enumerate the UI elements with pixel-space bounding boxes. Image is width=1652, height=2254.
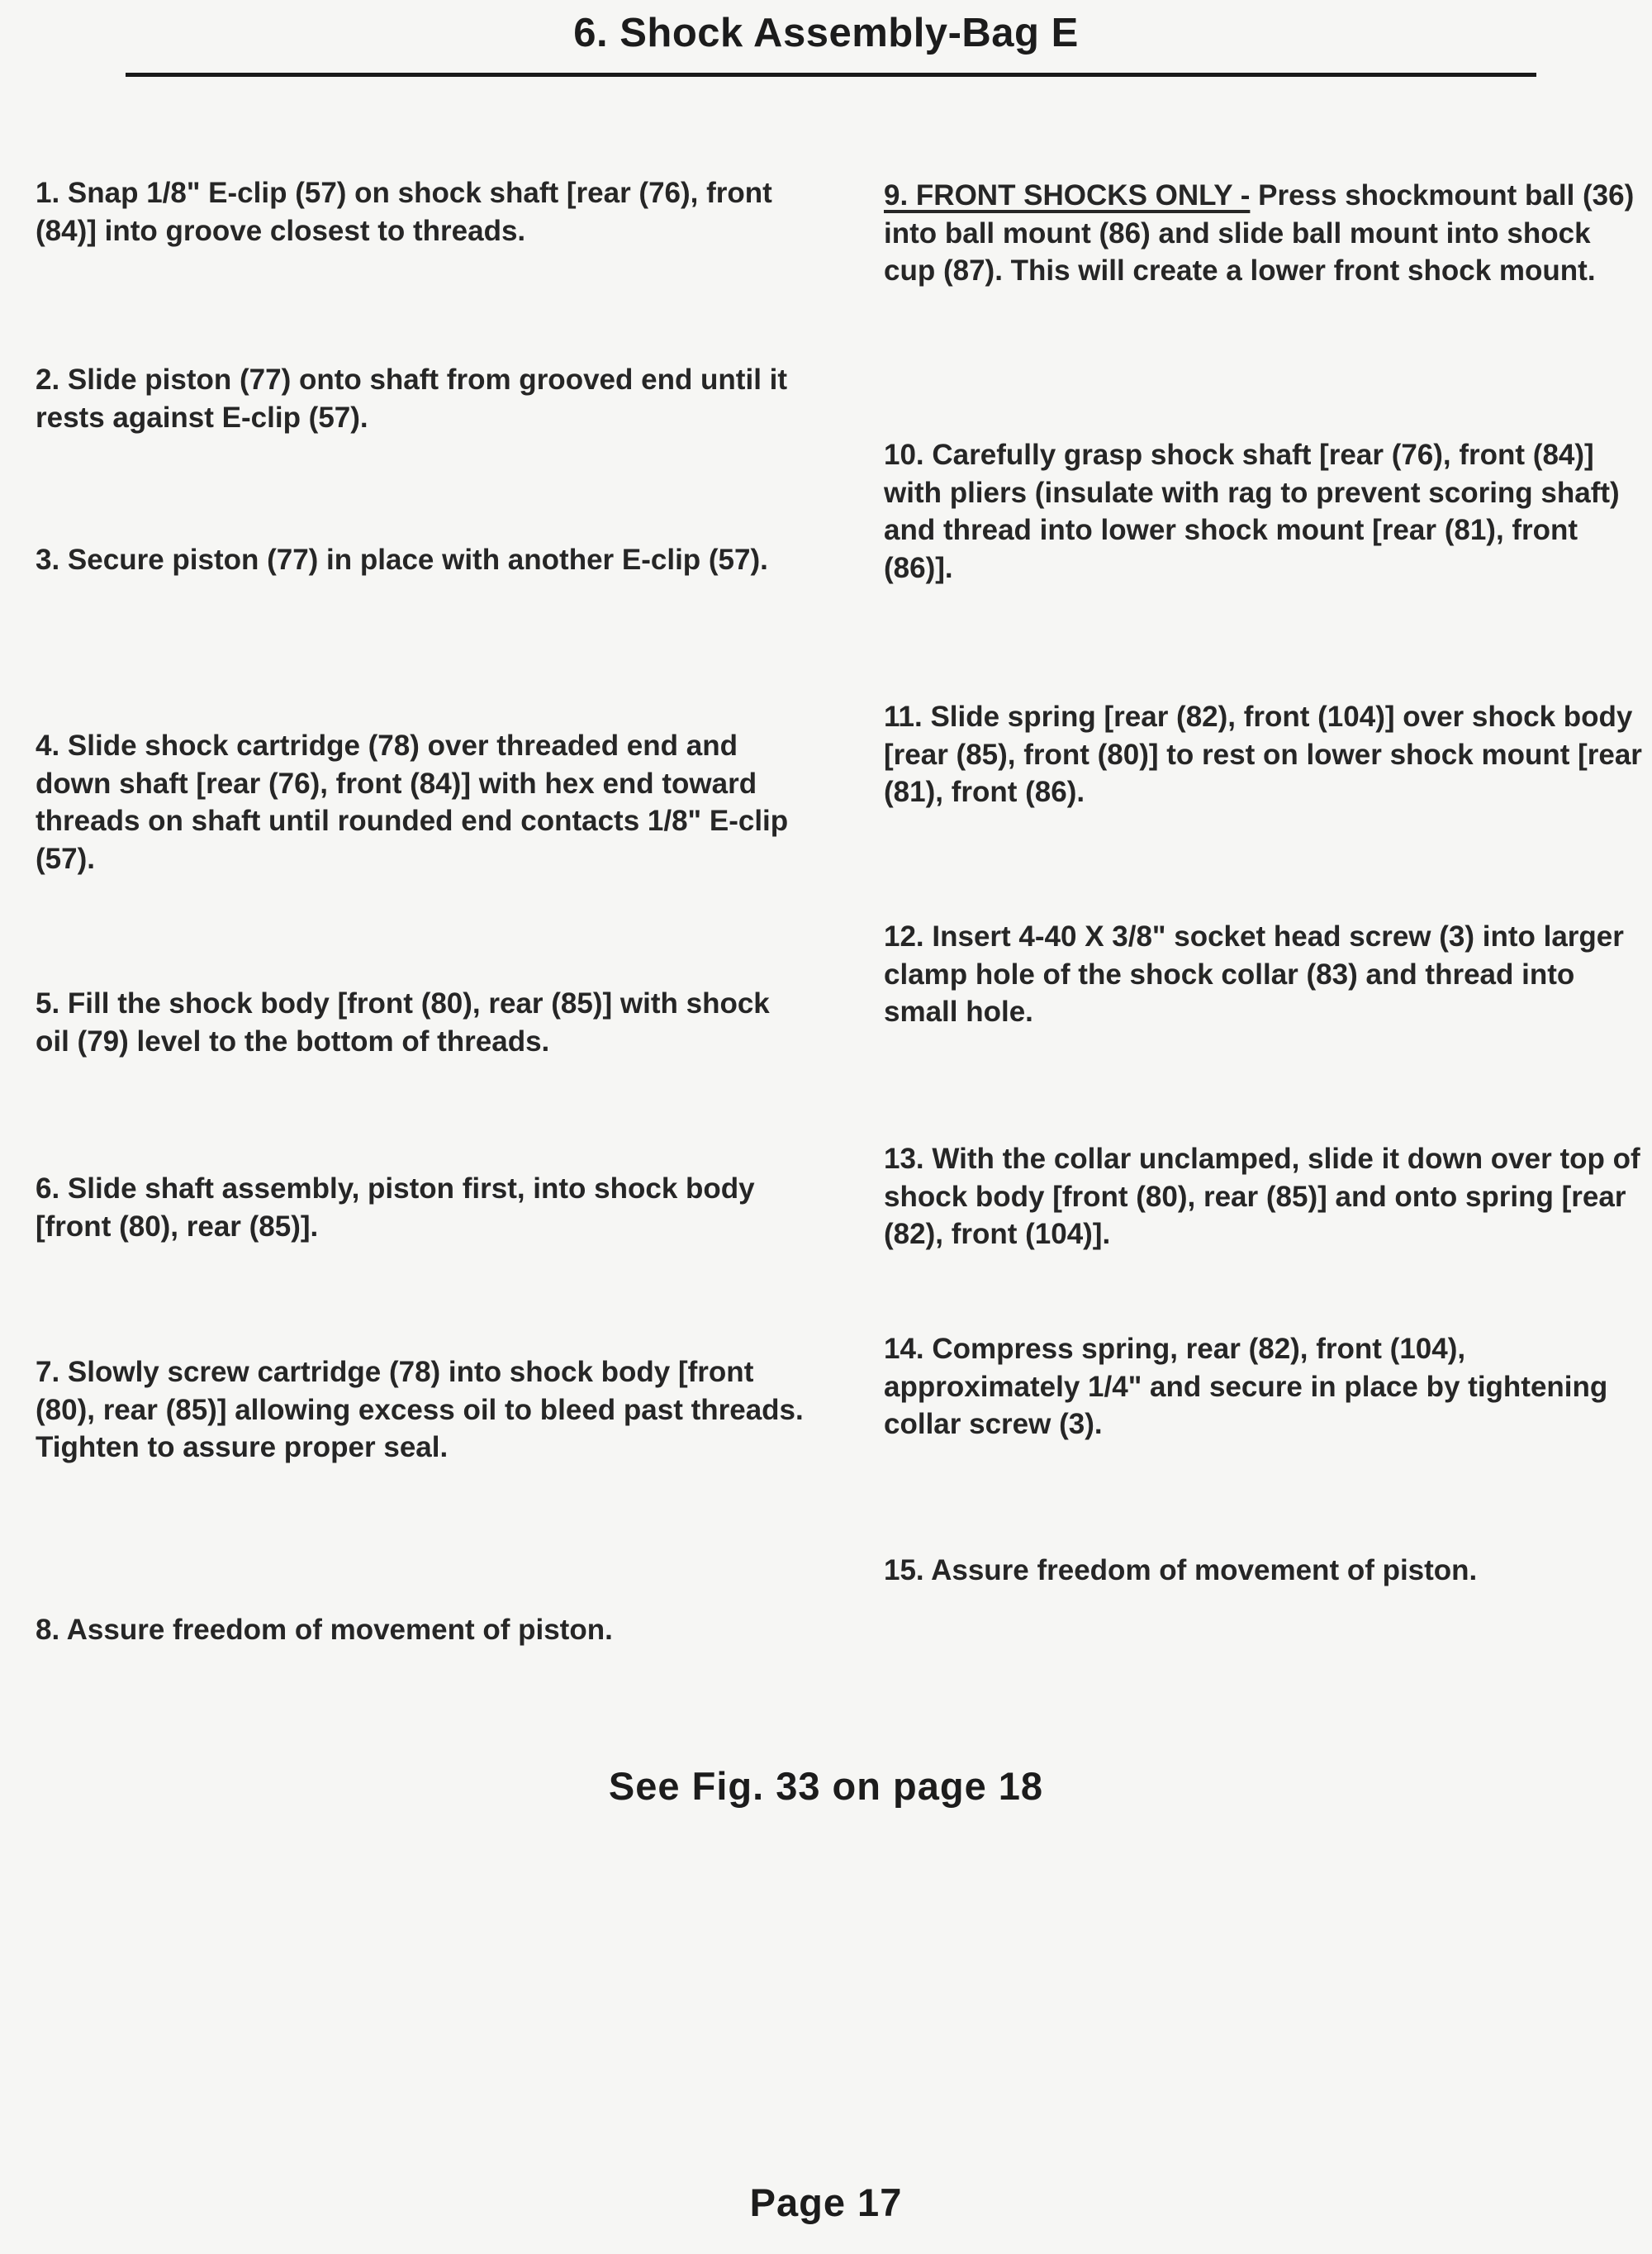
step-9 xyxy=(884,177,1644,290)
step-7: 7. Slowly screw cartridge (78) into shock body [front (80), rear (85)] allowing excess oil to bleed past threads. Tighten to assure proper seal. xyxy=(36,1356,804,1463)
front-shocks-only-label: 9. FRONT SHOCKS ONLY - xyxy=(884,179,1251,212)
step-13: 13. With the collar unclamped, slide it down over top of shock body [front (80), rear (85)] and onto spring [rear (82), front (104)]. xyxy=(884,1143,1640,1250)
step-2: 2. Slide piston (77) onto shaft from grooved end until it rests against E-clip (57). xyxy=(36,364,788,434)
page-title: 6. Shock Assembly-Bag E xyxy=(573,11,1079,55)
step-10: 10. Carefully grasp shock shaft [rear (76), front (84)] with pliers (insulate with rag to prevent scoring shaft) and thread into lower shock mount [rear (81), front (86)]. xyxy=(884,439,1620,584)
step-1: 1. Snap 1/8" E-clip (57) on shock shaft [rear (76), front (84)] into groove closest to threads. xyxy=(36,177,772,247)
step-8: 8. Assure freedom of movement of piston. xyxy=(36,1614,613,1646)
step-15: 15. Assure freedom of movement of piston. xyxy=(884,1554,1478,1586)
figure-reference: See Fig. 33 on page 18 xyxy=(608,1764,1044,1808)
title-divider xyxy=(126,73,1536,77)
step-9-text: Press shockmount ball (36) into ball mount (86) and slide ball mount into shock cup (87). This will create a lower front shock mount. xyxy=(884,179,1635,287)
step-6: 6. Slide shaft assembly, piston first, into shock body [front (80), rear (85)]. xyxy=(36,1172,755,1243)
page-number: Page 17 xyxy=(749,2180,903,2224)
step-11: 11. Slide spring [rear (82), front (104)] over shock body [rear (85), front (80)] to rest on lower shock mount [rear (81), front (86). xyxy=(884,701,1642,808)
step-4: 4. Slide shock cartridge (78) over threaded end and down shaft [rear (76), front (84)] with hex end toward threads on shaft until rounded end contacts 1/8" E-clip (57). xyxy=(36,730,789,875)
step-5: 5. Fill the shock body [front (80), rear (85)] with shock oil (79) level to the bottom of threads. xyxy=(36,987,770,1058)
step-3: 3. Secure piston (77) in place with another E-clip (57). xyxy=(36,544,768,576)
step-14: 14. Compress spring, rear (82), front (104), approximately 1/4" and secure in place by tightening collar screw (3). xyxy=(884,1333,1608,1440)
step-12: 12. Insert 4-40 X 3/8" socket head screw (3) into larger clamp hole of the shock collar (83) and thread into small hole. xyxy=(884,920,1624,1028)
